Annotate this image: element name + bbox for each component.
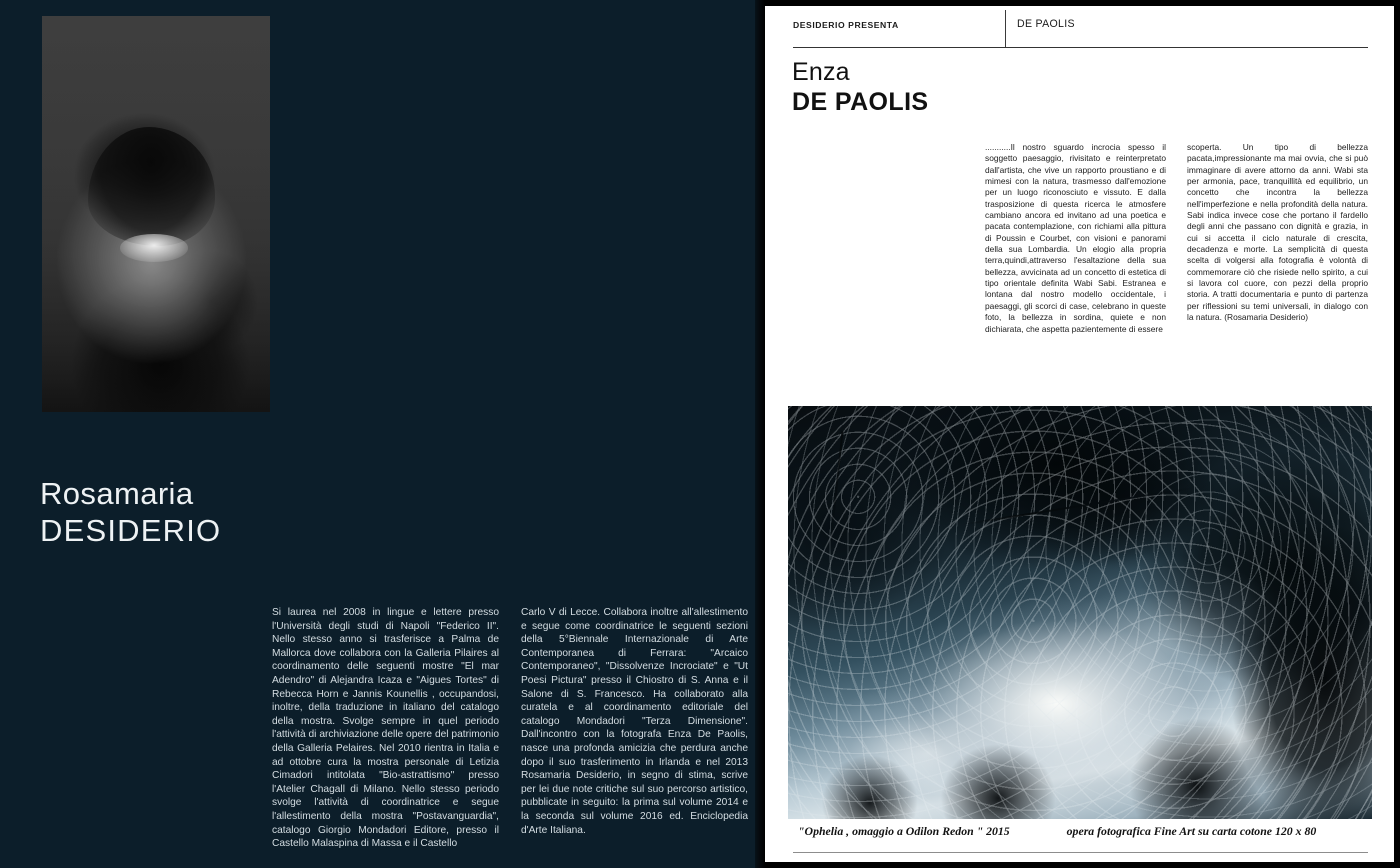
right-body-column-1: ...........Il nostro sguardo incrocia spesso il soggetto paesaggio, rivisitato e reinterpretato dall'artista, che vive un rapporto proustiano e di mimesi con la natura, trasmesso dall'emozione per un luogo riconosciuto e vissuto. E dalla trasposizione di questa ricerca le atmosfere cambiano ancora ed invitano ad una poetica e pacata contemplazione, con richiami alla pittura di Poussin e Courbet, con visioni e panorami della sua Lombardia. Un elogio alla propria terra,quindi,attraverso l'esaltazione della sua bellezza, avvicinata ad un concetto di estetica di tipo orientale definita Wabi Sabi. Estranea e lontana dal nostro modello occidentale, i paesaggi, gli scorci di case, celebrano in queste foto, la bellezza in sordina, quiete e non dichiarata, che aspetta pazientemente di essere <box>985 142 1166 334</box>
artwork-caption <box>798 824 1373 839</box>
left-body-column-2: Carlo V di Lecce. Collabora inoltre all'allestimento e segue come coordinatrice le seguenti sezioni della 5°Biennale Internazionale di Arte Contemporanea di Ferrara: "Arcaico Contemporaneo", "Dissolvenze Incrociate" e "Ut Poesi Pictura" presso il Chiostro di S. Anna e il Salone di S. Francesco. Ha collaborato alla curatela e al coordinamento editoriale del catalogo Mondadori "Terza Dimensione". Dall'incontro con la fotografa Enza De Paolis, nasce una profonda amicizia che perdura anche dopo il suo trasferimento in Irlanda e nel 2013 Rosamaria Desiderio, in segno di stima, scrive per lei due note critiche sul suo percorso artistico, pubblicate in seguito: la prima sul volume 2014 e la seconda sul volume 2016 ed. Enciclopedia d'Arte Italiana. <box>521 607 748 836</box>
header-kicker: DESIDERIO PRESENTA <box>793 20 899 30</box>
right-title-first-name: Enza <box>792 58 850 86</box>
artwork-water-lilies <box>788 406 1372 819</box>
caption-rule <box>793 852 1368 853</box>
right-page-body <box>985 142 1368 335</box>
caption-title-year: "Ophelia , omaggio a Odilon Redon " 2015 <box>798 824 1010 838</box>
left-title-last-name: DESIDERIO <box>40 513 222 548</box>
right-title-last-name: DE PAOLIS <box>792 88 929 116</box>
right-body-column-2: scoperta. Un tipo di bellezza pacata,impressionante ma mai ovvia, che si può immaginare di avere attorno da anni. Wabi sta per armonia, pace, tranquillità ed equilibrio, un concetto che incontra la bellezza nell'imperfezione e nella profondità della natura. Sabi indica invece cose che portano il fardello degli anni che passano con dignità e grazia, in cui si accetta il ciclo naturale di crescita, decadenza e morte. La semplicità di questa scelta di volgersi alla fotografia è volontà di commemorare ciò che risiede nello spirito, a cui si lavora col cuore, con pezzi della proprio storia. A tratti documentaria e punto di partenza per riflessioni su temi universali, in dialogo con la natura. (Rosamaria Desiderio) <box>1187 142 1368 323</box>
portrait-photo-image <box>42 16 270 412</box>
left-page-title <box>40 476 221 550</box>
header-section-label: DE PAOLIS <box>1017 18 1075 30</box>
header-rule <box>793 47 1368 48</box>
right-page <box>765 6 1394 862</box>
right-page-title <box>792 58 929 118</box>
header-vertical-divider <box>1005 10 1006 48</box>
left-page-body <box>272 606 748 851</box>
page-gutter <box>755 0 765 868</box>
right-page-header <box>793 10 1368 48</box>
left-body-column-1: Si laurea nel 2008 in lingue e lettere presso l'Università degli studi di Napoli "Federico II". Nello stesso anno si trasferisce a Palma de Mallorca dove collabora con la Galleria Pilaires al coordinamento delle seguenti mostre "El mar Adendro" di Alejandra Icaza e "Aigues Tortes" di Rebecca Horn e Jannis Kounellis , occupandosi, inoltre, della traduzione in italiano del catalogo della mostra. Svolge sempre in quel periodo l'attività di archiviazione delle opere del patrimonio della Galleria Pelaires. Nel 2010 rientra in Italia e ad ottobre cura la mostra personale di Letizia Cimadori intitolata "Bio-astrattismo" presso l'Atelier Chagall di Milano. Nello stesso periodo svolge l'attività di coordinatrice e segue l'allestimento della mostra "Postavanguardia", catalogo Giorgio Mondadori Editore, presso il Castello Malaspina di Massa e il Castello <box>272 607 499 850</box>
left-title-first-name: Rosamaria <box>40 476 194 511</box>
caption-details: opera fotografica Fine Art su carta cotone 120 x 80 <box>1066 824 1317 838</box>
artwork-photo <box>788 406 1372 819</box>
portrait-photo <box>42 16 270 412</box>
